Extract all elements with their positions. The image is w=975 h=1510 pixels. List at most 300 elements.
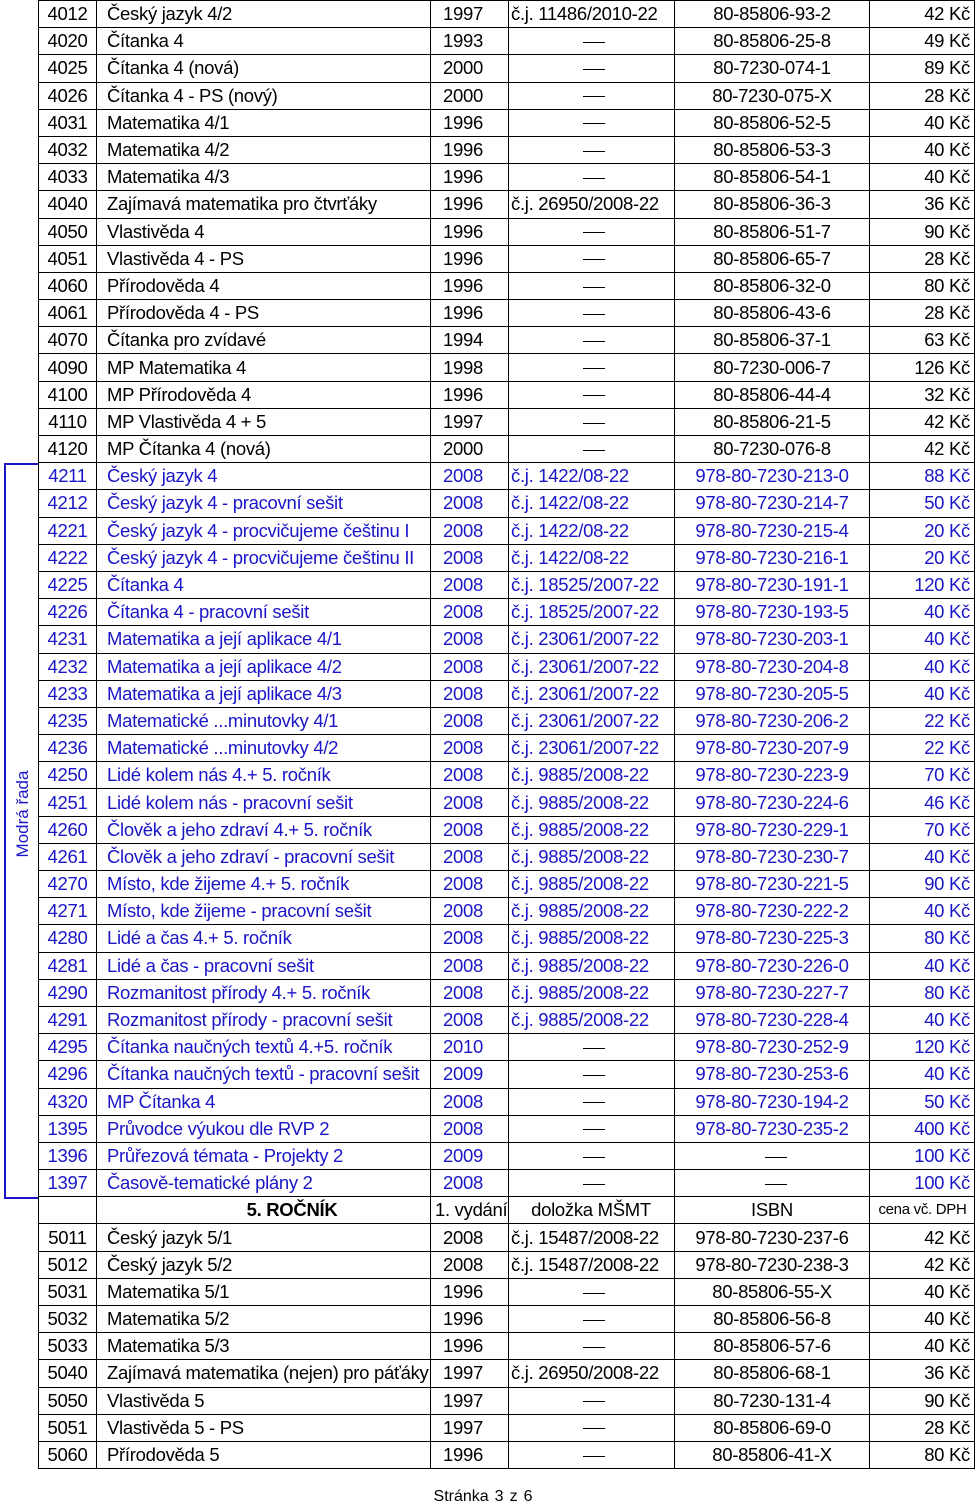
dash-mark bbox=[583, 1129, 605, 1130]
item-year: 1994 bbox=[431, 327, 509, 354]
item-isbn: 978-80-7230-229-1 bbox=[675, 816, 870, 843]
item-price: 40 Kč bbox=[870, 898, 975, 925]
table-row bbox=[39, 871, 975, 898]
table-row bbox=[39, 952, 975, 979]
item-isbn: 978-80-7230-203-1 bbox=[675, 626, 870, 653]
dash-mark bbox=[583, 287, 605, 288]
item-isbn: 80-85806-32-0 bbox=[675, 272, 870, 299]
item-approval: č.j. 1422/08-22 bbox=[509, 463, 675, 490]
table-row bbox=[39, 1, 975, 28]
item-year: 2008 bbox=[431, 626, 509, 653]
item-code: 5051 bbox=[39, 1414, 97, 1441]
item-year: 1997 bbox=[431, 1360, 509, 1387]
item-price: 46 Kč bbox=[870, 789, 975, 816]
item-year: 1997 bbox=[431, 408, 509, 435]
table-row bbox=[39, 1088, 975, 1115]
item-title: Matematika 4/2 bbox=[97, 136, 431, 163]
item-code: 4110 bbox=[39, 408, 97, 435]
item-year: 1998 bbox=[431, 354, 509, 381]
item-code: 4291 bbox=[39, 1006, 97, 1033]
table-row bbox=[39, 544, 975, 571]
item-isbn bbox=[675, 1142, 870, 1169]
item-year: 2008 bbox=[431, 1224, 509, 1251]
item-year: 2000 bbox=[431, 436, 509, 463]
item-code: 4090 bbox=[39, 354, 97, 381]
item-title: Vlastivěda 4 - PS bbox=[97, 245, 431, 272]
item-approval: č.j. 23061/2007-22 bbox=[509, 680, 675, 707]
item-approval bbox=[509, 164, 675, 191]
item-isbn: 978-80-7230-191-1 bbox=[675, 571, 870, 598]
price-list-sheet bbox=[38, 0, 970, 1469]
item-title: Matematické ...minutovky 4/2 bbox=[97, 735, 431, 762]
item-price: 80 Kč bbox=[870, 272, 975, 299]
item-isbn: 80-85806-54-1 bbox=[675, 164, 870, 191]
table-row bbox=[39, 1224, 975, 1251]
item-price: 70 Kč bbox=[870, 816, 975, 843]
item-price: 20 Kč bbox=[870, 544, 975, 571]
item-code: 4061 bbox=[39, 300, 97, 327]
header-code-cell bbox=[39, 1197, 97, 1224]
item-title: Matematika 5/2 bbox=[97, 1306, 431, 1333]
item-code: 4060 bbox=[39, 272, 97, 299]
item-isbn: 978-80-7230-194-2 bbox=[675, 1088, 870, 1115]
item-year: 2009 bbox=[431, 1142, 509, 1169]
section-label: Modrá řada bbox=[13, 770, 32, 858]
item-title: Přírodověda 4 - PS bbox=[97, 300, 431, 327]
table-row bbox=[39, 463, 975, 490]
item-code: 4261 bbox=[39, 843, 97, 870]
item-code: 4032 bbox=[39, 136, 97, 163]
item-price: 32 Kč bbox=[870, 381, 975, 408]
item-approval: č.j. 23061/2007-22 bbox=[509, 707, 675, 734]
item-price: 20 Kč bbox=[870, 517, 975, 544]
item-price: 40 Kč bbox=[870, 626, 975, 653]
item-price: 28 Kč bbox=[870, 1414, 975, 1441]
item-code: 4020 bbox=[39, 28, 97, 55]
item-year: 2008 bbox=[431, 490, 509, 517]
item-title: Matematika a její aplikace 4/3 bbox=[97, 680, 431, 707]
table-row bbox=[39, 1115, 975, 1142]
item-title: Zajímavá matematika pro čtvrťáky bbox=[97, 191, 431, 218]
item-price: 49 Kč bbox=[870, 28, 975, 55]
item-approval: č.j. 26950/2008-22 bbox=[509, 191, 675, 218]
item-approval bbox=[509, 109, 675, 136]
item-isbn: 978-80-7230-215-4 bbox=[675, 517, 870, 544]
item-code: 4051 bbox=[39, 245, 97, 272]
item-year: 2010 bbox=[431, 1034, 509, 1061]
item-year: 1996 bbox=[431, 109, 509, 136]
item-price: 40 Kč bbox=[870, 1333, 975, 1360]
item-code: 1396 bbox=[39, 1142, 97, 1169]
item-title: Český jazyk 5/2 bbox=[97, 1251, 431, 1278]
item-title: Český jazyk 5/1 bbox=[97, 1224, 431, 1251]
item-code: 4235 bbox=[39, 707, 97, 734]
item-price: 42 Kč bbox=[870, 408, 975, 435]
item-approval bbox=[509, 245, 675, 272]
item-year: 2008 bbox=[431, 517, 509, 544]
dash-mark bbox=[583, 1456, 605, 1457]
item-approval: č.j. 15487/2008-22 bbox=[509, 1224, 675, 1251]
item-price: 42 Kč bbox=[870, 436, 975, 463]
item-approval bbox=[509, 436, 675, 463]
item-isbn: 978-80-7230-213-0 bbox=[675, 463, 870, 490]
item-isbn: 80-85806-53-3 bbox=[675, 136, 870, 163]
dash-mark bbox=[583, 1157, 605, 1158]
table-row bbox=[39, 436, 975, 463]
item-isbn: 978-80-7230-238-3 bbox=[675, 1251, 870, 1278]
item-title: Místo, kde žijeme - pracovní sešit bbox=[97, 898, 431, 925]
dash-mark bbox=[583, 151, 605, 152]
item-code: 4233 bbox=[39, 680, 97, 707]
item-year: 2000 bbox=[431, 55, 509, 82]
item-approval: č.j. 9885/2008-22 bbox=[509, 871, 675, 898]
table-row bbox=[39, 843, 975, 870]
item-title: MP Matematika 4 bbox=[97, 354, 431, 381]
item-year: 1996 bbox=[431, 164, 509, 191]
table-row bbox=[39, 1034, 975, 1061]
item-isbn: 80-85806-41-X bbox=[675, 1441, 870, 1468]
dash-mark bbox=[583, 423, 605, 424]
item-approval: č.j. 15487/2008-22 bbox=[509, 1251, 675, 1278]
item-year: 2008 bbox=[431, 843, 509, 870]
item-code: 4070 bbox=[39, 327, 97, 354]
item-approval bbox=[509, 327, 675, 354]
item-title: Čítanka 4 - pracovní sešit bbox=[97, 599, 431, 626]
price-table bbox=[38, 0, 975, 1469]
item-isbn: 80-85806-37-1 bbox=[675, 327, 870, 354]
item-title: Čítanka 4 (nová) bbox=[97, 55, 431, 82]
item-title: Lidé a čas - pracovní sešit bbox=[97, 952, 431, 979]
item-year: 2008 bbox=[431, 735, 509, 762]
item-year: 1996 bbox=[431, 245, 509, 272]
item-approval: č.j. 18525/2007-22 bbox=[509, 599, 675, 626]
item-price: 40 Kč bbox=[870, 843, 975, 870]
item-approval bbox=[509, 28, 675, 55]
item-title: Matematika 4/1 bbox=[97, 109, 431, 136]
item-code: 4231 bbox=[39, 626, 97, 653]
item-approval bbox=[509, 1115, 675, 1142]
item-title: Lidé kolem nás - pracovní sešit bbox=[97, 789, 431, 816]
item-title: Přírodověda 4 bbox=[97, 272, 431, 299]
dash-mark bbox=[583, 314, 605, 315]
item-price: 50 Kč bbox=[870, 490, 975, 517]
item-price: 36 Kč bbox=[870, 1360, 975, 1387]
dash-mark bbox=[583, 368, 605, 369]
item-code: 4050 bbox=[39, 218, 97, 245]
item-year: 2008 bbox=[431, 571, 509, 598]
item-code: 5033 bbox=[39, 1333, 97, 1360]
item-year: 1996 bbox=[431, 272, 509, 299]
table-row bbox=[39, 1333, 975, 1360]
item-isbn: 80-7230-131-4 bbox=[675, 1387, 870, 1414]
item-isbn: 978-80-7230-221-5 bbox=[675, 871, 870, 898]
item-approval: č.j. 9885/2008-22 bbox=[509, 898, 675, 925]
item-isbn: 978-80-7230-253-6 bbox=[675, 1061, 870, 1088]
item-price: 90 Kč bbox=[870, 871, 975, 898]
item-code: 4232 bbox=[39, 653, 97, 680]
item-code: 5060 bbox=[39, 1441, 97, 1468]
item-approval bbox=[509, 1387, 675, 1414]
item-price: 40 Kč bbox=[870, 952, 975, 979]
item-price: 40 Kč bbox=[870, 1061, 975, 1088]
item-approval: č.j. 23061/2007-22 bbox=[509, 626, 675, 653]
item-title: Člověk a jeho zdraví 4.+ 5. ročník bbox=[97, 816, 431, 843]
table-body-bottom bbox=[39, 1224, 975, 1469]
item-isbn: 978-80-7230-223-9 bbox=[675, 762, 870, 789]
item-price: 50 Kč bbox=[870, 1088, 975, 1115]
item-approval bbox=[509, 55, 675, 82]
item-title: Český jazyk 4 - procvičujeme češtinu II bbox=[97, 544, 431, 571]
item-approval: č.j. 26950/2008-22 bbox=[509, 1360, 675, 1387]
item-approval: č.j. 23061/2007-22 bbox=[509, 735, 675, 762]
item-title: Matematika a její aplikace 4/2 bbox=[97, 653, 431, 680]
item-isbn: 80-85806-93-2 bbox=[675, 1, 870, 28]
item-title: Český jazyk 4/2 bbox=[97, 1, 431, 28]
item-price: 42 Kč bbox=[870, 1, 975, 28]
item-year: 2008 bbox=[431, 762, 509, 789]
item-price: 120 Kč bbox=[870, 571, 975, 598]
table-row bbox=[39, 408, 975, 435]
item-code: 4281 bbox=[39, 952, 97, 979]
dash-mark bbox=[583, 96, 605, 97]
item-price: 40 Kč bbox=[870, 136, 975, 163]
item-year: 2008 bbox=[431, 1251, 509, 1278]
item-price: 120 Kč bbox=[870, 1034, 975, 1061]
item-code: 4211 bbox=[39, 463, 97, 490]
dash-mark bbox=[583, 450, 605, 451]
item-year: 1996 bbox=[431, 381, 509, 408]
item-title: Lidé a čas 4.+ 5. ročník bbox=[97, 925, 431, 952]
table-row bbox=[39, 1387, 975, 1414]
item-isbn: 80-7230-074-1 bbox=[675, 55, 870, 82]
item-title: Rozmanitost přírody 4.+ 5. ročník bbox=[97, 979, 431, 1006]
item-code: 4221 bbox=[39, 517, 97, 544]
item-title: Český jazyk 4 bbox=[97, 463, 431, 490]
item-price: 40 Kč bbox=[870, 1278, 975, 1305]
item-code: 5011 bbox=[39, 1224, 97, 1251]
table-row bbox=[39, 82, 975, 109]
table-row bbox=[39, 191, 975, 218]
table-row bbox=[39, 1061, 975, 1088]
table-row bbox=[39, 680, 975, 707]
page-of: z bbox=[509, 1488, 518, 1505]
item-isbn: 978-80-7230-204-8 bbox=[675, 653, 870, 680]
item-isbn: 978-80-7230-206-2 bbox=[675, 707, 870, 734]
item-title: Český jazyk 4 - procvičujeme češtinu I bbox=[97, 517, 431, 544]
item-code: 5040 bbox=[39, 1360, 97, 1387]
table-row bbox=[39, 136, 975, 163]
item-price: 400 Kč bbox=[870, 1115, 975, 1142]
item-approval: č.j. 18525/2007-22 bbox=[509, 571, 675, 598]
item-approval: č.j. 9885/2008-22 bbox=[509, 979, 675, 1006]
item-approval bbox=[509, 1088, 675, 1115]
item-approval bbox=[509, 408, 675, 435]
item-price: 80 Kč bbox=[870, 925, 975, 952]
table-row bbox=[39, 1278, 975, 1305]
table-row bbox=[39, 164, 975, 191]
item-approval: č.j. 9885/2008-22 bbox=[509, 952, 675, 979]
item-title: Vlastivěda 5 - PS bbox=[97, 1414, 431, 1441]
item-year: 2008 bbox=[431, 1088, 509, 1115]
item-year: 1996 bbox=[431, 1333, 509, 1360]
item-year: 2008 bbox=[431, 871, 509, 898]
item-isbn: 978-80-7230-205-5 bbox=[675, 680, 870, 707]
item-price: 28 Kč bbox=[870, 245, 975, 272]
table-row bbox=[39, 1306, 975, 1333]
dash-mark bbox=[583, 395, 605, 396]
table-row bbox=[39, 1251, 975, 1278]
item-isbn: 80-85806-43-6 bbox=[675, 300, 870, 327]
item-code: 4270 bbox=[39, 871, 97, 898]
item-year: 2008 bbox=[431, 599, 509, 626]
item-year: 2008 bbox=[431, 979, 509, 1006]
item-approval bbox=[509, 82, 675, 109]
item-isbn: 978-80-7230-216-1 bbox=[675, 544, 870, 571]
item-approval: č.j. 9885/2008-22 bbox=[509, 925, 675, 952]
item-isbn: 80-85806-25-8 bbox=[675, 28, 870, 55]
item-isbn: 978-80-7230-222-2 bbox=[675, 898, 870, 925]
item-isbn: 80-85806-21-5 bbox=[675, 408, 870, 435]
dash-mark bbox=[583, 1401, 605, 1402]
item-year: 2008 bbox=[431, 1115, 509, 1142]
table-row bbox=[39, 1441, 975, 1468]
item-code: 1395 bbox=[39, 1115, 97, 1142]
item-isbn: 80-85806-55-X bbox=[675, 1278, 870, 1305]
item-code: 5012 bbox=[39, 1251, 97, 1278]
item-price: 40 Kč bbox=[870, 164, 975, 191]
item-code: 4025 bbox=[39, 55, 97, 82]
item-price: 88 Kč bbox=[870, 463, 975, 490]
item-year: 2009 bbox=[431, 1061, 509, 1088]
page-total: 6 bbox=[523, 1488, 533, 1505]
dash-mark bbox=[583, 69, 605, 70]
item-price: 40 Kč bbox=[870, 680, 975, 707]
item-approval: č.j. 9885/2008-22 bbox=[509, 816, 675, 843]
item-approval bbox=[509, 1333, 675, 1360]
item-title: Český jazyk 4 - pracovní sešit bbox=[97, 490, 431, 517]
item-price: 40 Kč bbox=[870, 109, 975, 136]
item-isbn: 80-85806-56-8 bbox=[675, 1306, 870, 1333]
item-year: 2008 bbox=[431, 463, 509, 490]
item-price: 80 Kč bbox=[870, 979, 975, 1006]
table-row bbox=[39, 571, 975, 598]
item-code: 4212 bbox=[39, 490, 97, 517]
table-row bbox=[39, 490, 975, 517]
table-row bbox=[39, 55, 975, 82]
item-code: 1397 bbox=[39, 1170, 97, 1197]
item-code: 4225 bbox=[39, 571, 97, 598]
item-title: Přírodověda 5 bbox=[97, 1441, 431, 1468]
item-year: 2008 bbox=[431, 1006, 509, 1033]
item-isbn: 978-80-7230-227-7 bbox=[675, 979, 870, 1006]
item-code: 4251 bbox=[39, 789, 97, 816]
dash-mark bbox=[765, 1157, 787, 1158]
table-row bbox=[39, 789, 975, 816]
dash-mark bbox=[583, 1320, 605, 1321]
item-approval bbox=[509, 218, 675, 245]
item-title: MP Čítanka 4 bbox=[97, 1088, 431, 1115]
item-title: Čítanka pro zvídavé bbox=[97, 327, 431, 354]
dash-mark bbox=[583, 259, 605, 260]
item-approval bbox=[509, 1061, 675, 1088]
item-year: 1996 bbox=[431, 1441, 509, 1468]
item-isbn: 80-85806-57-6 bbox=[675, 1333, 870, 1360]
table-row bbox=[39, 762, 975, 789]
table-row bbox=[39, 1006, 975, 1033]
item-approval bbox=[509, 272, 675, 299]
item-price: 100 Kč bbox=[870, 1142, 975, 1169]
table-row bbox=[39, 707, 975, 734]
item-title: MP Vlastivěda 4 + 5 bbox=[97, 408, 431, 435]
item-approval: č.j. 9885/2008-22 bbox=[509, 843, 675, 870]
item-year: 1996 bbox=[431, 300, 509, 327]
item-code: 4290 bbox=[39, 979, 97, 1006]
item-code: 4271 bbox=[39, 898, 97, 925]
table-row bbox=[39, 272, 975, 299]
item-year: 2008 bbox=[431, 952, 509, 979]
dash-mark bbox=[583, 1102, 605, 1103]
item-code: 4296 bbox=[39, 1061, 97, 1088]
item-title: Člověk a jeho zdraví - pracovní sešit bbox=[97, 843, 431, 870]
table-row bbox=[39, 300, 975, 327]
item-approval: č.j. 1422/08-22 bbox=[509, 517, 675, 544]
item-price: 42 Kč bbox=[870, 1251, 975, 1278]
item-isbn: 80-85806-51-7 bbox=[675, 218, 870, 245]
header-price: cena vč. DPH bbox=[870, 1197, 975, 1224]
table-row bbox=[39, 626, 975, 653]
item-price: 42 Kč bbox=[870, 1224, 975, 1251]
table-row bbox=[39, 1170, 975, 1197]
table-header-5 bbox=[39, 1197, 975, 1224]
item-year: 2008 bbox=[431, 816, 509, 843]
item-title: Lidé kolem nás 4.+ 5. ročník bbox=[97, 762, 431, 789]
item-price: 90 Kč bbox=[870, 1387, 975, 1414]
item-year: 1996 bbox=[431, 1306, 509, 1333]
table-row bbox=[39, 735, 975, 762]
item-approval: č.j. 9885/2008-22 bbox=[509, 1006, 675, 1033]
grade-header-row bbox=[39, 1197, 975, 1224]
item-isbn: 978-80-7230-252-9 bbox=[675, 1034, 870, 1061]
item-title: MP Čítanka 4 (nová) bbox=[97, 436, 431, 463]
item-title: Čítanka 4 - PS (nový) bbox=[97, 82, 431, 109]
item-isbn: 80-7230-075-X bbox=[675, 82, 870, 109]
item-code: 4280 bbox=[39, 925, 97, 952]
item-price: 89 Kč bbox=[870, 55, 975, 82]
table-row bbox=[39, 653, 975, 680]
item-code: 4033 bbox=[39, 164, 97, 191]
item-price: 126 Kč bbox=[870, 354, 975, 381]
item-approval: č.j. 11486/2010-22 bbox=[509, 1, 675, 28]
header-year: 1. vydání bbox=[431, 1197, 509, 1224]
item-code: 5032 bbox=[39, 1306, 97, 1333]
item-isbn: 978-80-7230-224-6 bbox=[675, 789, 870, 816]
item-approval bbox=[509, 381, 675, 408]
table-row bbox=[39, 354, 975, 381]
table-row bbox=[39, 28, 975, 55]
item-approval bbox=[509, 1414, 675, 1441]
item-title: Čítanka naučných textů - pracovní sešit bbox=[97, 1061, 431, 1088]
table-row bbox=[39, 517, 975, 544]
dash-mark bbox=[583, 178, 605, 179]
item-title: Rozmanitost přírody - pracovní sešit bbox=[97, 1006, 431, 1033]
table-row bbox=[39, 898, 975, 925]
item-code: 4250 bbox=[39, 762, 97, 789]
item-approval bbox=[509, 1170, 675, 1197]
item-title: Čítanka 4 bbox=[97, 571, 431, 598]
page-footer bbox=[0, 1488, 960, 1506]
item-isbn: 978-80-7230-225-3 bbox=[675, 925, 870, 952]
item-isbn: 80-85806-68-1 bbox=[675, 1360, 870, 1387]
